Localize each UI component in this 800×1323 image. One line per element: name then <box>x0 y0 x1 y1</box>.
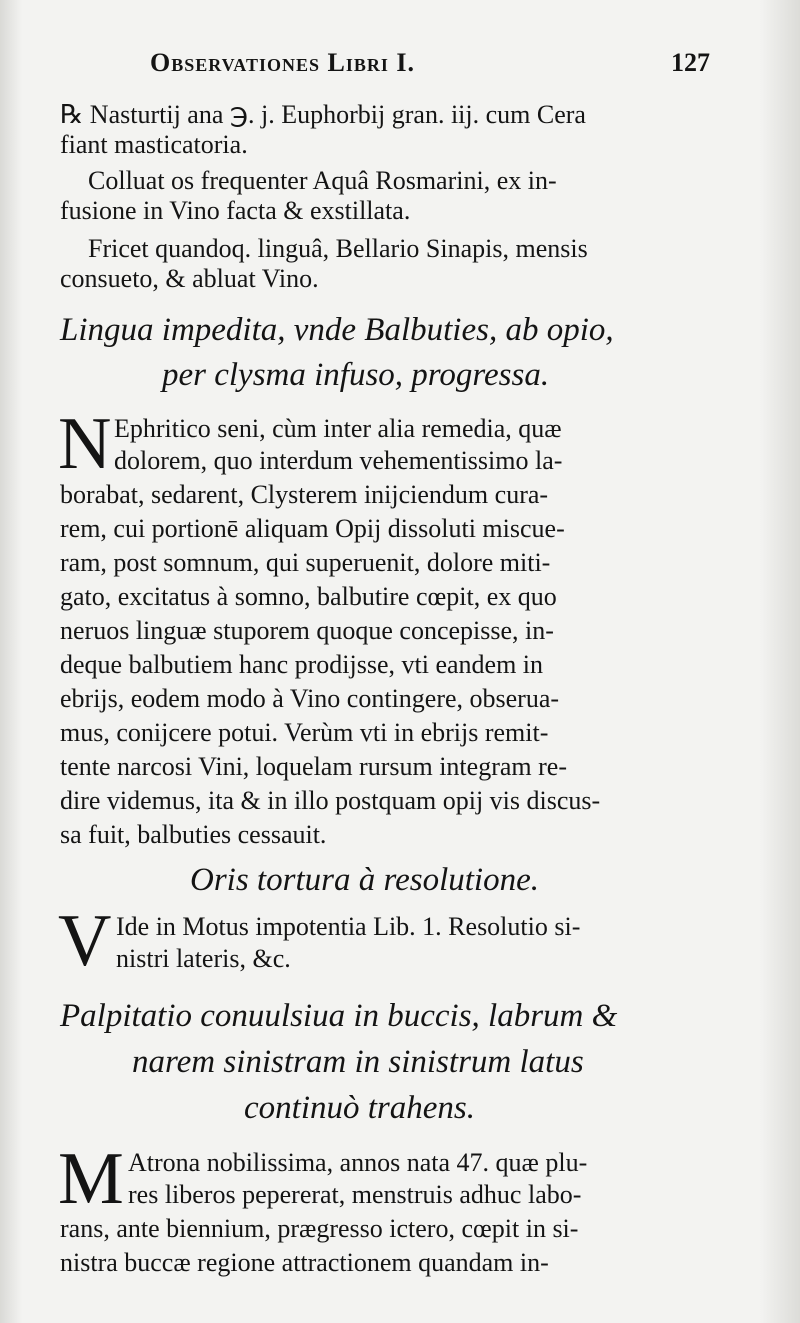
page-number: 127 <box>671 48 710 77</box>
text-line: fiant masticatoria. <box>60 130 248 159</box>
text-line: nistri lateris, &c. <box>116 944 291 973</box>
text-line: Colluat os frequenter Aquâ Rosmarini, ex in- <box>88 166 557 195</box>
section-heading: Oris tortura à resolutione. <box>190 862 539 898</box>
section-heading: per clysma infuso, progressa. <box>162 357 550 393</box>
text-line: rem, cui portionē aliquam Opij dissoluti miscue- <box>60 514 565 543</box>
text-line: gato, excitatus à somno, balbutire cœpit, ex quo <box>60 582 557 611</box>
section-heading: Palpitatio conuulsiua in buccis, labrum & <box>60 998 618 1034</box>
text-line: ebrijs, eodem modo à Vino contingere, obserua- <box>60 684 560 713</box>
page-gutter-shadow <box>0 0 22 1323</box>
text-line: rans, ante biennium, prægresso ictero, cœpit in si- <box>60 1214 579 1243</box>
text-line: Atrona nobilissima, annos nata 47. quæ plu- <box>128 1148 588 1177</box>
section-heading: narem sinistram in sinistrum latus <box>132 1044 584 1080</box>
text-line: sa fuit, balbuties cessauit. <box>60 820 327 849</box>
text-line: Fricet quandoq. linguâ, Bellario Sinapis, mensis <box>88 234 588 263</box>
text-line: nistra buccæ regione attractionem quandam in- <box>60 1248 549 1277</box>
text-line: dolorem, quo interdum vehementissimo la- <box>114 446 563 475</box>
text-line: ram, post somnum, qui superuenit, dolore miti- <box>60 548 551 577</box>
section-heading: Lingua impedita, vnde Balbuties, ab opio, <box>60 312 614 348</box>
text-line: borabat, sedarent, Clysterem inijciendum cura- <box>60 480 549 509</box>
text-line: mus, conijcere potui. Verùm vti in ebrijs remit- <box>60 718 549 747</box>
running-header <box>150 48 710 88</box>
running-title: Observationes Libri I. <box>150 48 415 77</box>
drop-cap: V <box>58 900 112 982</box>
text-line: Ide in Motus impotentia Lib. 1. Resolutio si- <box>116 912 581 941</box>
text-line: res liberos pepererat, menstruis adhuc labo- <box>128 1180 582 1209</box>
text-line: Ephritico seni, cùm inter alia remedia, quæ <box>114 414 562 443</box>
section-heading: continuò trahens. <box>244 1090 475 1126</box>
text-line: ℞ Nasturtij ana ℈. j. Euphorbij gran. iij. cum Cera <box>60 100 586 129</box>
page-edge-shadow <box>760 0 800 1323</box>
text-line: tente narcosi Vini, loquelam rursum integram re- <box>60 752 567 781</box>
drop-cap: M <box>58 1138 124 1220</box>
text-line: fusione in Vino facta & exstillata. <box>60 196 411 225</box>
text-line: consueto, & abluat Vino. <box>60 264 319 293</box>
text-line: dire videmus, ita & in illo postquam opij vis discus- <box>60 786 601 815</box>
drop-cap: N <box>58 403 112 485</box>
text-line: neruos linguæ stuporem quoque concepisse, in- <box>60 616 554 645</box>
text-line: deque balbutiem hanc prodijsse, vti eandem in <box>60 650 544 679</box>
